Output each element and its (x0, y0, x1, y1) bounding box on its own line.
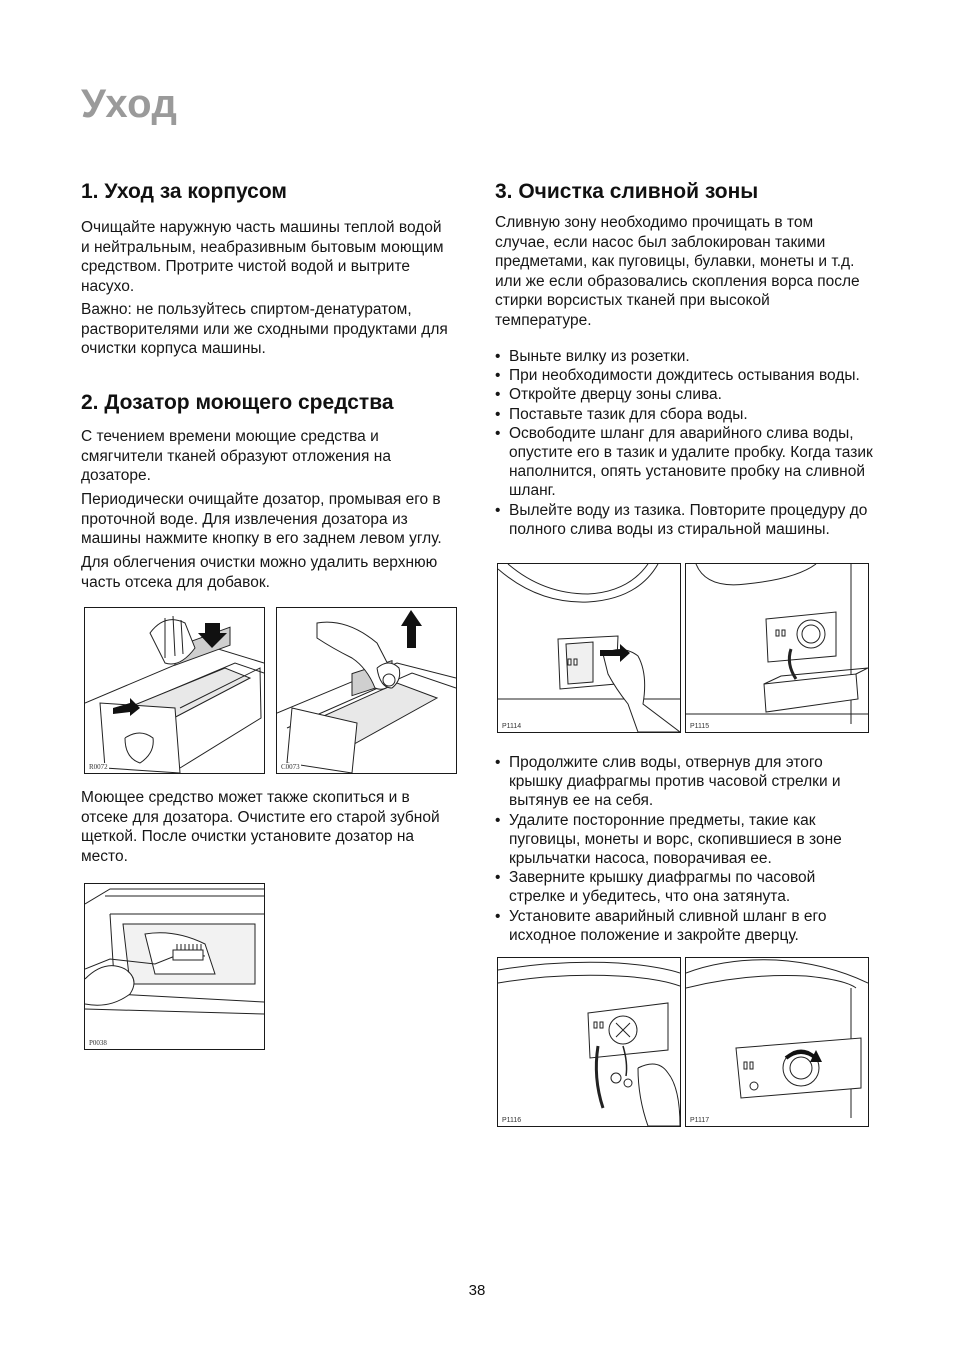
drain-steps-list-2 (495, 753, 873, 945)
figure-code: P1114 (502, 723, 522, 730)
emergency-hose-basin-illustration-icon (686, 564, 868, 732)
list-item: • Вылейте воду из тазика. Повторите процедуру до полного слива воды из стиральной машины. (495, 501, 873, 539)
figure-code: R0072 (89, 763, 108, 771)
list-item: • При необходимости дождитесь остывания воды. (495, 366, 873, 385)
figure-code: P1115 (690, 723, 710, 730)
drain-door-opening-figure (497, 563, 681, 733)
section3-heading: 3. Очистка сливной зоны (495, 180, 759, 203)
pump-cover-removal-figure (497, 957, 681, 1127)
important-label: Важно: (81, 301, 132, 318)
section2-paragraph-1: С течением времени моющие средства и смягчители тканей образуют отложения на дозаторе. (81, 428, 391, 484)
emergency-hose-basin-figure (685, 563, 869, 733)
figure-code: P1116 (502, 1117, 522, 1124)
page-title: Уход (81, 82, 178, 126)
drain-steps-list-1 (495, 347, 873, 539)
figure-code: P0038 (89, 1039, 107, 1047)
section3-intro: Сливную зону необходимо прочищать в том случае, если насос был заблокирован такими предметами, как пуговицы, булавки, монеты и т.д. или же если образовались скопления ворса после стирки ворсистых тканей при высокой температуре. (495, 214, 860, 329)
dispenser-top-removal-figure (276, 607, 457, 774)
pump-cover-closed-illustration-icon (686, 958, 868, 1126)
figure-code: P1117 (690, 1117, 710, 1124)
section2-paragraph-3: Для облегчения очистки можно удалить верхнюю часть отсека для добавок. (81, 554, 438, 591)
toothbrush-cleaning-figure (84, 883, 265, 1050)
list-item: • Выньте вилку из розетки. (495, 347, 873, 366)
dispenser-removal-illustration-icon (85, 608, 264, 773)
pump-cover-removal-illustration-icon (498, 958, 680, 1126)
list-item: • Продолжите слив воды, отвернув для этого крышку диафрагмы против часовой стрелки и вытянув ее на себя. (495, 753, 873, 811)
list-item: • Удалите посторонние предметы, такие как пуговицы, монеты и ворс, скопившиеся в зоне крыльчатки насоса, поворачивая ее. (495, 811, 873, 869)
section1-paragraph: Очищайте наружную часть машины теплой водой и нейтральным, неабразивным бытовым моющим средством. Протрите чистой водой и вытрите насухо. (81, 219, 444, 295)
figure-code: C0073 (281, 763, 300, 771)
list-item: • Поставьте тазик для сбора воды. (495, 405, 873, 424)
list-item: • Установите аварийный сливной шланг в его исходное положение и закройте дверцу. (495, 907, 873, 945)
important-text: не пользуйтесь спиртом-денатуратом, растворителями или же сходными продуктами для очистки корпуса машины. (81, 301, 448, 357)
section2-heading: 2. Дозатор моющего средства (81, 391, 394, 414)
section2-paragraph-4: Моющее средство может также скопиться и в отсеке для дозатора. Очистите его старой зубной щеткой. После очистки установите дозатор на место. (81, 789, 440, 865)
list-item: • Заверните крышку диафрагмы по часовой стрелке и убедитесь, что она затянута. (495, 868, 873, 906)
section2-paragraph-2: Периодически очищайте дозатор, промывая его в проточной воде. Для извлечения дозатора из машины нажмите кнопку в его заднем левом углу. (81, 491, 442, 547)
dispenser-top-removal-illustration-icon (277, 608, 456, 773)
pump-cover-closed-figure (685, 957, 869, 1127)
section1-heading: 1. Уход за корпусом (81, 180, 287, 203)
list-item: • Освободите шланг для аварийного слива воды, опустите его в тазик и удалите пробку. Когда тазик наполнится, опять установите пробку на сливной шланг. (495, 424, 873, 501)
section1-important-paragraph (81, 300, 453, 359)
toothbrush-cleaning-illustration-icon (85, 884, 264, 1049)
dispenser-removal-figure (84, 607, 265, 774)
drain-door-opening-illustration-icon (498, 564, 680, 732)
list-item: • Откройте дверцу зоны слива. (495, 385, 873, 404)
page-number: 38 (468, 1282, 486, 1299)
